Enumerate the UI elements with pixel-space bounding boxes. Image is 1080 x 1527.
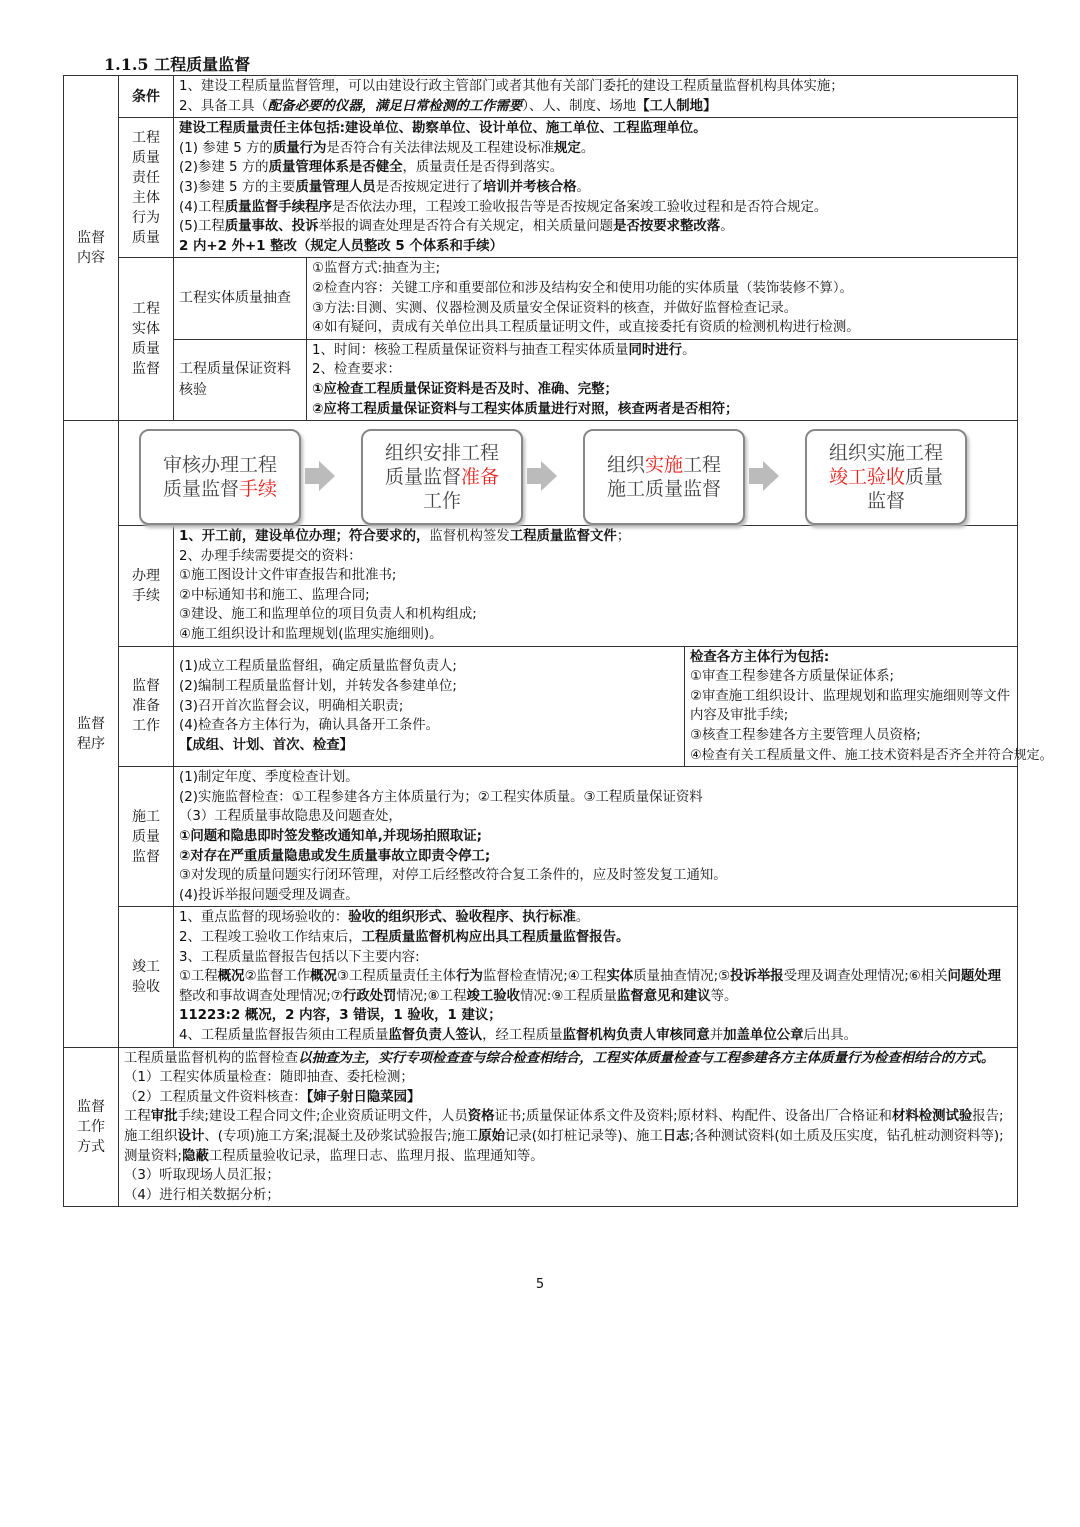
preparation-label: 监督准备工作	[119, 646, 174, 767]
supervision-table	[63, 75, 1053, 1207]
page-title: 1.1.5 工程质量监督	[104, 55, 251, 74]
entity-check-label: 工程实体质量抽查	[174, 258, 307, 339]
flow-diagram	[119, 421, 1018, 526]
page-number: 5	[535, 1277, 545, 1292]
entity-check-content: ①监督方式:抽查为主; ②检查内容：关键工序和重要部位和涉及结构安全和使用功能的实体质量（装饰装修不算）。 ③方法:目测、实测、仪器检测及质量安全保证资料的核查，并做好监督检查记录。 ④如有疑问，责成有关单位出具工程质量证明文件，或直接委托有资质的检测机构进行检测。	[307, 258, 1018, 339]
completion-label: 竣工验收	[119, 907, 174, 1047]
guarantee-docs-label: 工程质量保证资料核验	[174, 339, 307, 420]
flow-step-4: 组织实施工程 竣工验收质量 监督	[805, 429, 967, 525]
construction-label: 施工质量监督	[119, 767, 174, 907]
condition-label: 条件	[119, 76, 174, 118]
preparation-checks: 检查各方主体行为包括: ①审查工程参建各方质量保证体系; ②审查施工组织设计、监理规划和监理实施细则等文件内容及审批手续; ③核查工程参建各方主要管理人员资格; ④检查有关工程质量文件、施工技术资料是否齐全并符合规定。	[685, 646, 1018, 767]
section-label-methods: 监督工作方式	[64, 1047, 119, 1207]
responsibility-content: 建设工程质量责任主体包括:建设单位、勘察单位、设计单位、施工单位、工程监理单位。 (1) 参建 5 方的质量行为是否符合有关法律法规及工程建设标准规定。 (2)参建 5 方的质量管理体系是否健全，质量责任是否得到落实。 (3)参建 5 方的主要质量管理人员是否按规定进行了培训并考核合格。 (4)工程质量监督手续程序是否依法办理，工程竣工验收报告等是否按规定备案竣工验收过程和是否符合规定。 (5)工程质量事故、投诉举报的调查处理是否符合有关规定，相关质量问题是否按要求整改落。 2 内+2 外+1 整改（规定人员整改 5 个体系和手续）	[174, 118, 1018, 258]
construction-content: (1)制定年度、季度检查计划。 (2)实施监督检查：①工程参建各方主体质量行为；②工程实体质量。③工程质量保证资料 （3）工程质量事故隐患及问题查处， ①问题和隐患即时签发整改通知单,并现场拍照取证; ②对存在严重质量隐患或发生质量事故立即责令停工; ③对发现的质量问题实行闭环管理，对停工后经整改符合复工条件的，应及时签发复工通知。 (4)投诉举报问题受理及调查。	[174, 767, 1018, 907]
flow-step-1: 审核办理工程 质量监督手续	[139, 429, 301, 525]
procedure-label: 办理手续	[119, 526, 174, 647]
guarantee-docs-content: 1、时间：核验工程质量保证资料与抽查工程实体质量同时进行。 2、检查要求： ①应检查工程质量保证资料是否及时、准确、完整； ②应将工程质量保证资料与工程实体质量进行对照，核查两者是否相符；	[307, 339, 1018, 420]
methods-content: 工程质量监督机构的监督检查以抽查为主，实行专项检查查与综合检查相结合，工程实体质量检查与工程参建各方主体质量行为检查相结合的方式。 （1）工程实体质量检查：随即抽查、委托检测； （2）工程质量文件资料核查：【婶子射日隐菜园】 工程审批手续;建设工程合同文件;企业资质证明文件，人员资格证书;质量保证体系文件及资料;原材料、构配件、设备出厂合格证和材料检测试验报告;施工组织设计、(专项)施工方案;混凝土及砂浆试验报告;施工原始记录(如打桩记录等)、施工日志;各种测试资料(如土质及压实度，钻孔桩动测资料等);测量资料;隐蔽工程质量验收记录，监理日志、监理月报、监理通知等。 （3）听取现场人员汇报； （4）进行相关数据分析；	[119, 1047, 1018, 1207]
condition-content: 1、建设工程质量监督管理，可以由建设行政主管部门或者其他有关部门委托的建设工程质量监督机构具体实施； 2、具备工具（配备必要的仪器，满足日常检测的工作需要）、人、制度、场地【工人制地】	[174, 76, 1018, 118]
completion-content: 1、重点监督的现场验收的：验收的组织形式、验收程序、执行标准。 2、工程竣工验收工作结束后，工程质量监督机构应出具工程质量监督报告。 3、工程质量监督报告包括以下主要内容: ①工程概况②监督工作概况③工程质量责任主体行为监督检查情况;④工程实体质量抽查情况;⑤投诉举报受理及调查处理情况;⑥相关问题处理整改和事故调查处理情况;⑦行政处罚情况;⑧工程竣工验收情况:⑨工程质量监督意见和建议等。 11223:2 概况，2 内容，3 错误，1 验收，1 建议； 4、工程质量监督报告须由工程质量监督负责人签认，经工程质量监督机构负责人审核同意并加盖单位公章后出具。	[174, 907, 1018, 1047]
procedure-content: 1、开工前，建设单位办理；符合要求的，监督机构签发工程质量监督文件； 2、办理手续需要提交的资料： ①施工图设计文件审查报告和批准书; ②中标通知书和施工、监理合同; ③建设、施工和监理单位的项目负责人和机构组成; ④施工组织设计和监理规划(监理实施细则)。	[174, 526, 1018, 647]
responsibility-label: 工程质量责任主体行为质量	[119, 118, 174, 258]
section-label-content: 监督内容	[64, 76, 119, 421]
flow-step-2: 组织安排工程 质量监督准备 工作	[361, 429, 523, 525]
entity-label: 工程实体质量监督	[119, 258, 174, 421]
flow-step-3: 组织实施工程 施工质量监督	[583, 429, 745, 525]
section-label-procedure: 监督程序	[64, 421, 119, 1047]
preparation-content: (1)成立工程质量监督组，确定质量监督负责人; (2)编制工程质量监督计划，并转发各参建单位; (3)召开首次监督会议，明确相关职责; (4)检查各方主体行为，确认具备开工条件。 【成组、计划、首次、检查】	[174, 646, 685, 767]
